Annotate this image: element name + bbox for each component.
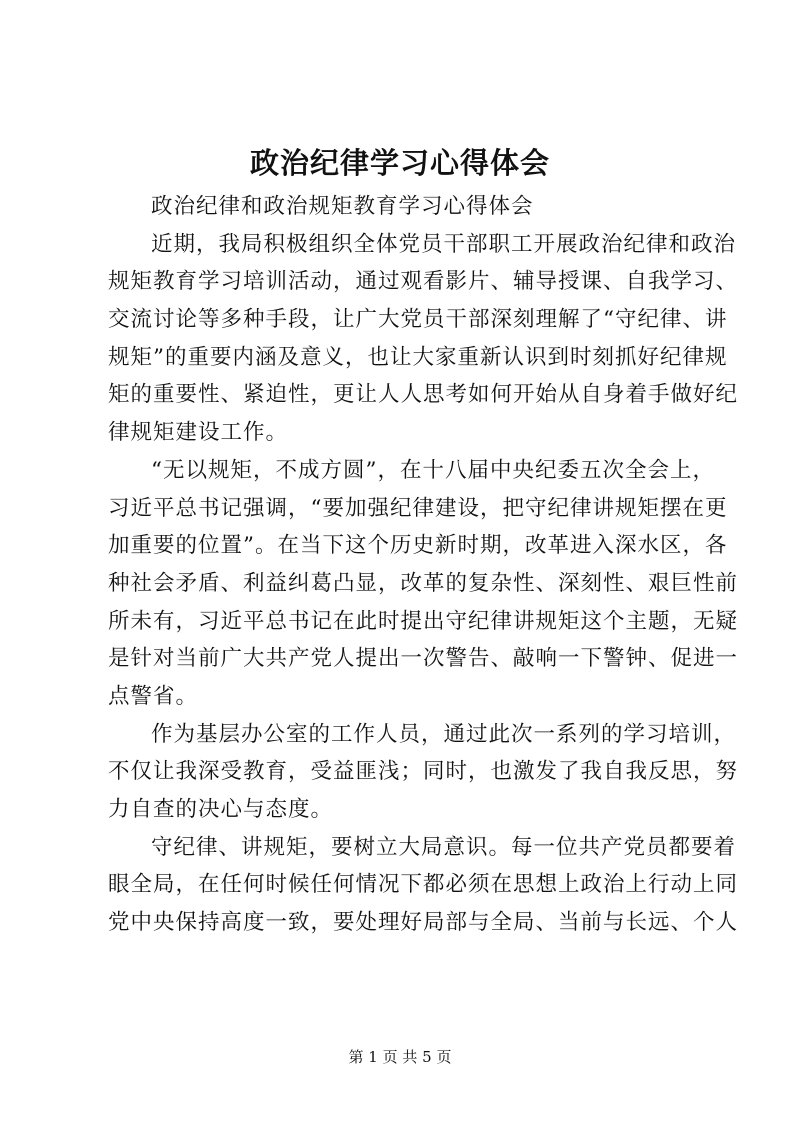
body-text-line: 党中央保持高度一致，要处理好局部与全局、当前与长远、个人 <box>108 910 739 936</box>
body-text-line: 交流讨论等多种手段，让广大党员干部深刻理解了“守纪律、讲 <box>108 307 728 333</box>
body-text-line: 力自查的决心与态度。 <box>108 797 334 822</box>
body-text-line: 种社会矛盾、利益纠葛凸显，改革的复杂性、深刻性、艰巨性前 <box>108 570 739 596</box>
body-text-line: 眼全局，在任何时候任何情况下都必须在思想上政治上行动上同 <box>108 872 739 898</box>
body-text-line: 所未有，习近平总书记在此时提出守纪律讲规矩这个主题，无疑 <box>108 608 739 634</box>
body-text-line: “无以规矩，不成方圆”，在十八届中央纪委五次全会上， <box>151 457 715 483</box>
document-body <box>108 188 739 942</box>
page-number: 第 1 页 共 5 页 <box>348 1048 452 1066</box>
body-text-line: 规矩教育学习培训活动，通过观看影片、辅导授课、自我学习、 <box>108 269 739 295</box>
document-title: 政治纪律学习心得体会 <box>249 146 550 180</box>
body-text-line: 政治纪律和政治规矩教育学习心得体会 <box>151 194 534 219</box>
body-text-line: 律规矩建设工作。 <box>108 420 289 446</box>
body-text-line: 加重要的位置”。在当下这个历史新时期，改革进入深水区，各 <box>108 533 728 559</box>
body-text-line: 作为基层办公室的工作人员，通过此次一系列的学习培训， <box>151 721 737 747</box>
body-text-line: 近期，我局积极组织全体党员干部职工开展政治纪律和政治 <box>151 231 737 257</box>
body-text-line: 点警省。 <box>108 683 199 709</box>
body-text-line: 是针对当前广大共产党人提出一次警告、敲响一下警钟、促进一 <box>108 646 739 672</box>
body-text-line: 规矩”的重要内涵及意义，也让大家重新认识到时刻抓好纪律规 <box>108 344 728 370</box>
body-text-line: 矩的重要性、紧迫性，更让人人思考如何开始从自身着手做好纪 <box>108 382 739 408</box>
body-text-line: 不仅让我深受教育，受益匪浅；同时，也激发了我自我反思，努 <box>108 759 739 785</box>
body-text-line: 守纪律、讲规矩，要树立大局意识。每一位共产党员都要着 <box>151 834 737 860</box>
body-text-line: 习近平总书记强调，“要加强纪律建设，把守纪律讲规矩摆在更 <box>108 495 728 521</box>
